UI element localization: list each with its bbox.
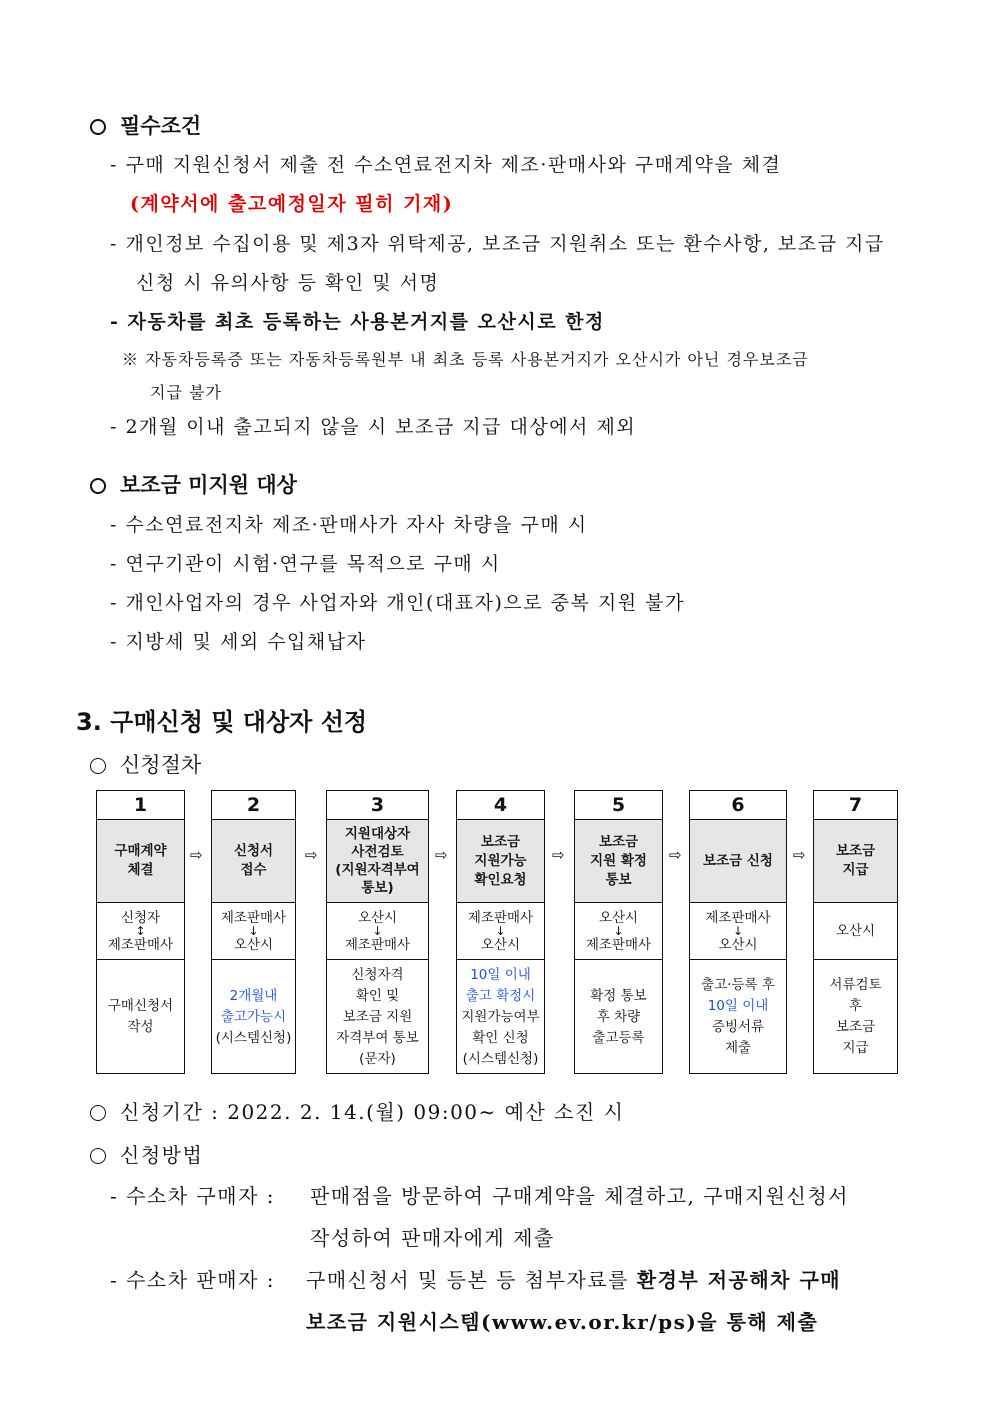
required-heading: 필수조건 [90, 110, 201, 140]
step-title: 신청서 접수 [212, 820, 295, 903]
required-note-cont: 지급 불가 [150, 383, 222, 402]
step-number: 3 [327, 791, 428, 820]
step-title: 보조금 지급 [814, 820, 897, 903]
flow-step-5 [574, 790, 663, 1074]
step-description: 구매신청서 작성 [107, 998, 174, 1035]
step-actors: 오산시 [814, 903, 897, 960]
step-number: 7 [814, 791, 897, 820]
step-title: 지원대상자 사전검토 (지원자격부여 통보) [327, 820, 428, 903]
step-title: 보조금 지원가능 확인요청 [457, 820, 544, 903]
circle-bullet-icon [90, 119, 106, 135]
flow-step-7 [813, 790, 898, 1074]
step-description: 신청자격 확인 및 보조금 지원 자격부여 통보 (문자) [336, 966, 419, 1067]
excluded-item-4: - 지방세 및 세외 수입채납자 [110, 631, 367, 653]
down-arrow-icon: ↓ [495, 923, 506, 938]
seller-label: - 수소차 판매자 : [110, 1268, 275, 1292]
required-item-1-note: (계약서에 출고예정일자 필히 기재) [130, 193, 454, 215]
step-actors: 제조판매사 ↓ 오산시 [212, 903, 295, 960]
flow-step-2 [211, 790, 296, 1074]
circle-bullet-icon [90, 478, 106, 494]
seller-text-cont: 보조금 지원시스템(www.ev.or.kr/ps)을 통해 제출 [306, 1310, 819, 1334]
right-arrow-icon: ⇨ [793, 846, 806, 864]
required-item-4: - 2개월 이내 출고되지 않을 시 보조금 지급 대상에서 제외 [110, 416, 637, 438]
step-description: 확정 통보 후 차량 출고등록 [590, 987, 647, 1046]
required-item-1: - 구매 지원신청서 제출 전 수소연료전지차 제조·판매사와 구매계약을 체결 [110, 154, 782, 176]
step-description: 서류검토 후 보조금 지급 [829, 977, 882, 1056]
buyer-text: 판매점을 방문하여 구매계약을 체결하고, 구매지원신청서 [310, 1184, 849, 1208]
right-arrow-icon: ⇨ [435, 846, 448, 864]
step-title: 구매계약 체결 [97, 820, 184, 903]
step-description: 2개월내 출고가능시 (시스템신청) [215, 987, 292, 1046]
period-line: 신청기간 : 2022. 2. 14.(월) 09:00∼ 예산 소진 시 [90, 1096, 624, 1125]
section-3-title: 3. 구매신청 및 대상자 선정 [76, 708, 368, 736]
step-actors: 제조판매사 ↓ 오산시 [690, 903, 786, 960]
right-arrow-icon: ⇨ [669, 846, 682, 864]
step-title: 보조금 지원 확정 통보 [575, 820, 662, 903]
step-number: 4 [457, 791, 544, 820]
step-actors: 제조판매사 ↓ 오산시 [457, 903, 544, 960]
step-number: 1 [97, 791, 184, 820]
required-item-3: - 자동차를 최초 등록하는 사용본거지를 오산시로 한정 [110, 311, 605, 333]
step-actors: 신청자 ↕ 제조판매사 [97, 903, 184, 960]
flow-step-4 [456, 790, 545, 1074]
procedure-heading: 신청절차 [90, 749, 201, 779]
down-arrow-icon: ↓ [248, 923, 259, 938]
circle-bullet-icon [90, 1148, 106, 1164]
step-description: 출고·등록 후 10일 이내 증빙서류 제출 [701, 977, 775, 1056]
down-arrow-icon: ↓ [372, 923, 383, 938]
flow-step-3 [326, 790, 429, 1074]
required-note: ※ 자동차등록증 또는 자동차등록원부 내 최초 등록 사용본거지가 오산시가 아닌 경우보조금 [122, 350, 809, 369]
right-arrow-icon: ⇨ [305, 846, 318, 864]
step-actors: 오산시 ↓ 제조판매사 [327, 903, 428, 960]
buyer-label: - 수소차 구매자 : [110, 1184, 275, 1208]
buyer-text-cont: 작성하여 판매자에게 제출 [310, 1226, 555, 1250]
step-number: 2 [212, 791, 295, 820]
circle-bullet-icon [90, 758, 106, 774]
right-arrow-icon: ⇨ [552, 846, 565, 864]
step-number: 6 [690, 791, 786, 820]
down-arrow-icon: ↓ [613, 923, 624, 938]
flow-step-1 [96, 790, 185, 1074]
excluded-item-3: - 개인사업자의 경우 사업자와 개인(대표자)으로 중복 지원 불가 [110, 592, 685, 614]
step-title: 보조금 신청 [690, 820, 786, 903]
right-arrow-icon: ⇨ [190, 846, 203, 864]
excluded-item-1: - 수소연료전지차 제조·판매사가 자사 차량을 구매 시 [110, 514, 588, 536]
step-actors: 오산시 ↓ 제조판매사 [575, 903, 662, 960]
method-heading: 신청방법 [90, 1139, 203, 1168]
circle-bullet-icon [90, 1105, 106, 1121]
excluded-heading: 보조금 미지원 대상 [90, 469, 297, 499]
required-item-2-cont: 신청 시 유의사항 등 확인 및 서명 [136, 272, 440, 294]
required-item-2: - 개인정보 수집이용 및 제3자 위탁제공, 보조금 지원취소 또는 환수사항, 보조금 지급 [110, 233, 885, 255]
step-number: 5 [575, 791, 662, 820]
down-arrow-icon: ↓ [732, 923, 744, 938]
seller-text: 구매신청서 및 등본 등 첨부자료를 환경부 저공해차 구매 [306, 1268, 842, 1292]
excluded-item-2: - 연구기관이 시험·연구를 목적으로 구매 시 [110, 553, 501, 575]
up-down-arrow-icon: ↕ [135, 923, 146, 938]
flow-step-6 [689, 790, 787, 1074]
step-description: 10일 이내 출고 확정시 지원가능여부 확인 신청 (시스템신청) [461, 966, 540, 1067]
